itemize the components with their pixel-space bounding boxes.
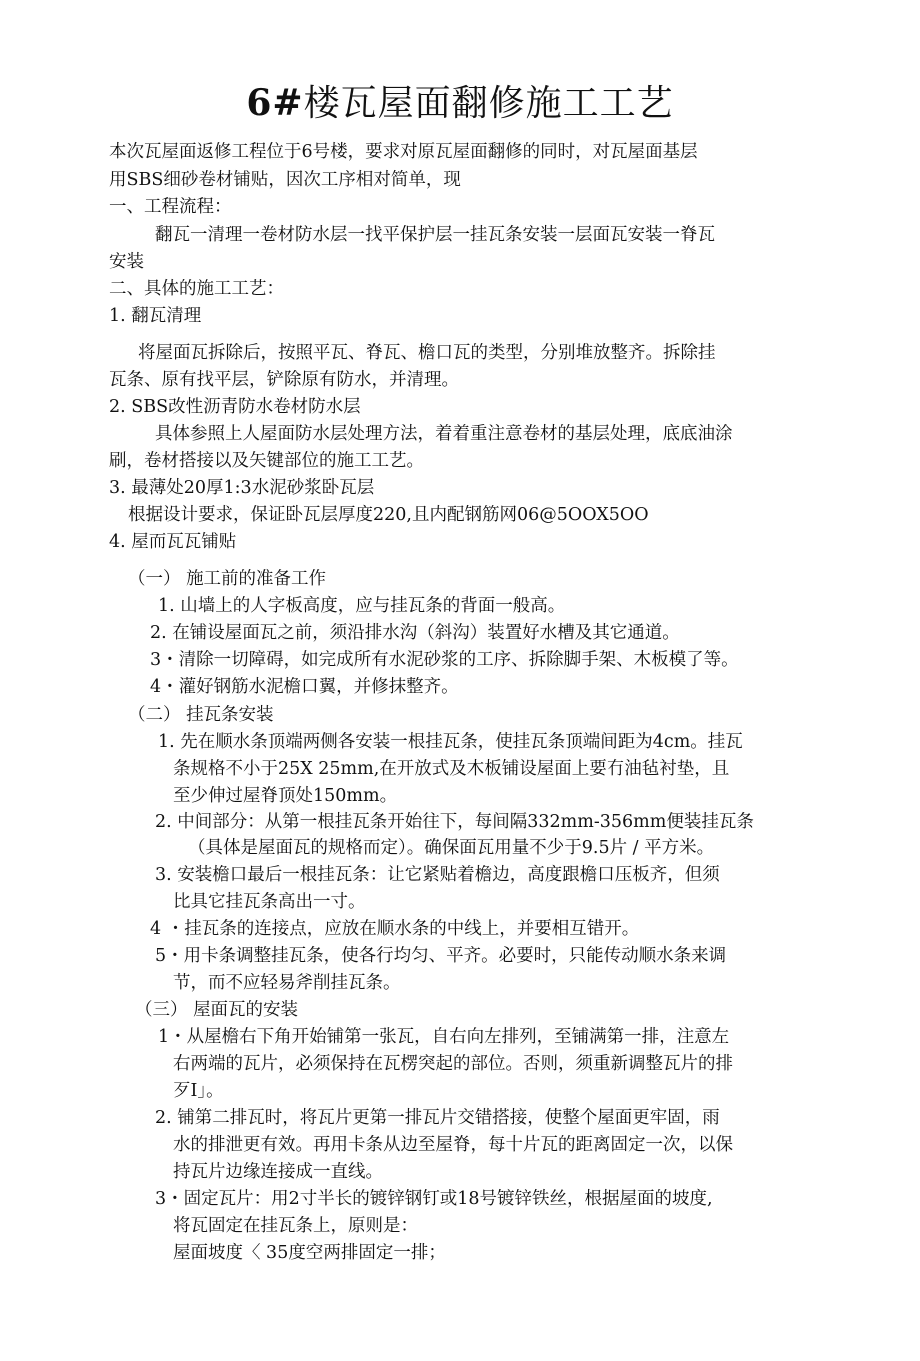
item-1-heading: 1. 翻瓦清理	[109, 306, 202, 326]
document-title	[0, 78, 920, 129]
sub-2-point-3-line-2: 比具它挂瓦条高出一寸。	[173, 892, 366, 912]
sub-1-heading: （一） 施工前的准备工作	[128, 569, 327, 589]
item-2-line-2: 刷，卷材搭接以及矢键部位的施工工艺。	[109, 451, 424, 471]
sub-2-heading: （二） 挂瓦条安装	[128, 705, 274, 725]
sub-2-point-1-line-1: 1. 先在顺水条顶端两侧各安装一根挂瓦条，使挂瓦条顶端间距为4cm。挂瓦	[158, 732, 743, 752]
sub-2-point-2-line-2: （具体是屋面瓦的规格而定）。确保面瓦用量不少于9.5片 / 平方米。	[188, 838, 715, 858]
sub-1-point-2: 2. 在铺设屋面瓦之前，须沿排水沟（斜沟）装置好水槽及其它通道。	[150, 623, 680, 643]
item-2-line-1: 具体参照上人屋面防水层处理方法，着着重注意卷材的基层处理，底底油涂	[155, 424, 733, 444]
sub-3-point-1-line-3: 歹I」。	[173, 1081, 224, 1101]
sub-1-point-4: 4・灌好钢筋水泥檐口翼，并修抹整齐。	[150, 677, 459, 697]
sub-3-point-1-line-2: 右两端的瓦片，必须保持在瓦楞突起的部位。否则，须重新调整瓦片的排	[173, 1054, 733, 1074]
sub-2-point-3-line-1: 3. 安装檐口最后一根挂瓦条：让它紧贴着檐边，高度跟檐口压板齐，但须	[155, 865, 720, 885]
sub-2-point-5-line-2: 节，而不应轻易斧削挂瓦条。	[173, 973, 401, 993]
intro-line-2: 用SBS细砂卷材铺贴，因次工序相对简单，现	[109, 170, 461, 190]
section-1-heading: 一、工程流程：	[109, 197, 232, 217]
sub-3-point-2-line-2: 水的排泄更有效。再用卡条从边至屋脊，每十片瓦的距离固定一次，以保	[173, 1135, 733, 1155]
sub-2-point-4: 4 ・挂瓦条的连接点，应放在顺水条的中线上，并要相互错开。	[150, 919, 640, 939]
sub-3-point-3-line-2: 将瓦固定在挂瓦条上，原则是：	[173, 1216, 418, 1236]
item-1-line-1: 将屋面瓦拆除后，按照平瓦、脊瓦、檐口瓦的类型，分别堆放整齐。拆除挂	[138, 343, 716, 363]
sub-3-point-3-line-3: 屋面坡度〈 35度空两排固定一排；	[173, 1243, 446, 1263]
flow-line-2: 安装	[109, 252, 144, 272]
item-3-heading: 3. 最薄处20厚1:3水泥砂浆卧瓦层	[109, 478, 375, 498]
flow-line-1: 翻瓦一清理一卷材防水层一找平保护层一挂瓦条安装一层面瓦安装一脊瓦	[155, 225, 715, 245]
item-4-heading: 4. 屋而瓦瓦铺贴	[109, 532, 237, 552]
sub-3-point-1-line-1: 1・从屋檐右下角开始铺第一张瓦，自右向左排列，至铺满第一排，注意左	[158, 1027, 730, 1047]
sub-1-point-1: 1. 山墙上的人字板高度，应与挂瓦条的背面一般高。	[158, 596, 566, 616]
item-1-line-2: 瓦条、原有找平层，铲除原有防水，并清理。	[109, 370, 459, 390]
sub-3-point-2-line-3: 持瓦片边缘连接成一直线。	[173, 1162, 383, 1182]
sub-1-point-3: 3・清除一切障碍，如完成所有水泥砂浆的工序、拆除脚手架、木板模了等。	[150, 650, 739, 670]
section-2-heading: 二、具体的施工工艺：	[109, 279, 284, 299]
sub-2-point-1-line-3: 至少伸过屋脊顶处150mm。	[173, 786, 398, 806]
sub-3-heading: （三） 屋面瓦的安装	[135, 1000, 299, 1020]
sub-3-point-2-line-1: 2. 铺第二排瓦时，将瓦片更第一排瓦片交错搭接，使整个屋面更牢固，雨	[155, 1108, 720, 1128]
item-3-line-1: 根据设计要求，保证卧瓦层厚度220,且内配钢筋网06@5OOX5OO	[128, 505, 649, 525]
intro-line-1: 本次瓦屋面返修工程位于6号楼，要求对原瓦屋面翻修的同时，对瓦屋面基层	[109, 142, 698, 162]
title-text: 楼瓦屋面翻修施工工艺	[303, 83, 674, 124]
sub-2-point-5-line-1: 5・用卡条调整挂瓦条，使各行均匀、平齐。必要时，只能传动顺水条来调	[155, 946, 727, 966]
sub-2-point-2-line-1: 2. 中间部分：从第一根挂瓦条开始往下，每间隔332mm-356mm便装挂瓦条	[155, 812, 754, 832]
sub-3-point-3-line-1: 3・固定瓦片：用2寸半长的镀锌钢钉或18号镀锌铁丝，根据屋面的坡度,	[155, 1189, 713, 1209]
title-number: 6#	[246, 82, 304, 124]
sub-2-point-1-line-2: 条规格不小于25X 25mm,在开放式及木板铺设屋面上要冇油毡衬垫，且	[173, 759, 730, 779]
item-2-heading: 2. SBS改性沥青防水卷材防水层	[109, 397, 361, 417]
